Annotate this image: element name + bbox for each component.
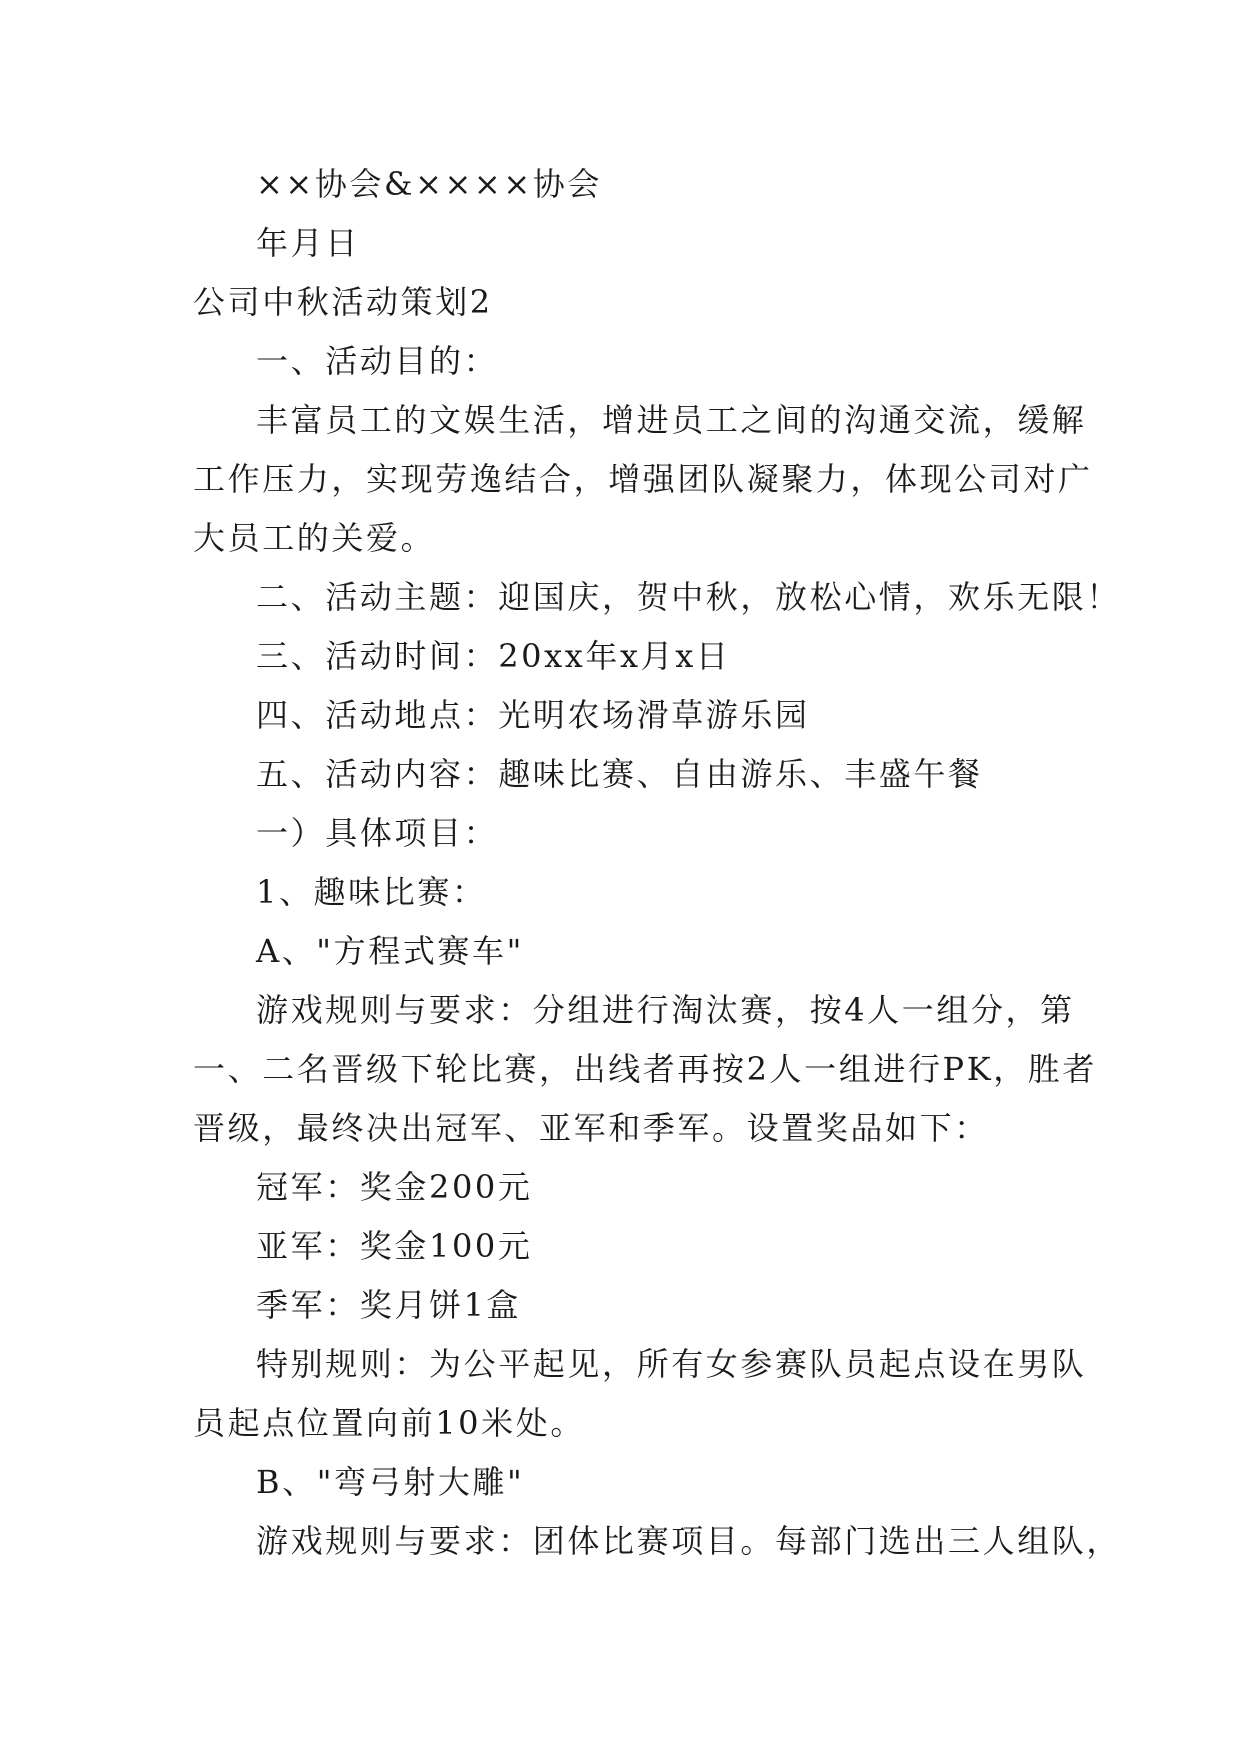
prize-line-champion: 冠军：奖金200元 [256,1168,533,1206]
signature-date: 年月日 [256,224,360,262]
paragraph-line: 晋级，最终决出冠军、亚军和季军。设置奖品如下： [193,1109,989,1147]
subsection-heading-items: 一）具体项目： [256,814,499,852]
paragraph-line: 员起点位置向前10米处。 [193,1404,585,1442]
paragraph-line: 游戏规则与要求：团体比赛项目。每部门选出三人组队， [256,1522,1122,1560]
section-heading-purpose: 一、活动目的： [256,342,499,380]
prize-line-runner-up: 亚军：奖金100元 [256,1227,533,1265]
paragraph-line: 一、二名晋级下轮比赛，出线者再按2人一组进行PK，胜者 [193,1050,1097,1088]
game-title-a: A、"方程式赛车" [256,932,524,970]
section-heading-content: 五、活动内容：趣味比赛、自由游乐、丰盛午餐 [256,755,983,793]
prize-line-third: 季军：奖月饼1盒 [256,1286,522,1324]
paragraph-line: 特别规则：为公平起见，所有女参赛队员起点设在男队 [256,1345,1087,1383]
item-heading-fun-contest: 1、趣味比赛： [256,873,487,911]
paragraph-line: 游戏规则与要求：分组进行淘汰赛，按4人一组分，第 [256,991,1075,1029]
paragraph-line: 大员工的关爱。 [193,519,436,557]
signature-organizations: ××协会&××××协会 [256,165,602,203]
section-heading-time: 三、活动时间：20xx年x月x日 [256,637,731,675]
section-heading-theme: 二、活动主题：迎国庆，贺中秋，放松心情，欢乐无限！ [256,578,1122,616]
paragraph-line: 工作压力，实现劳逸结合，增强团队凝聚力，体现公司对广 [193,460,1093,498]
game-title-b: B、"弯弓射大雕" [256,1463,525,1501]
section-heading-location: 四、活动地点：光明农场滑草游乐园 [256,696,810,734]
paragraph-line: 丰富员工的文娱生活，增进员工之间的沟通交流，缓解 [256,401,1087,439]
document-title: 公司中秋活动策划2 [193,283,493,321]
